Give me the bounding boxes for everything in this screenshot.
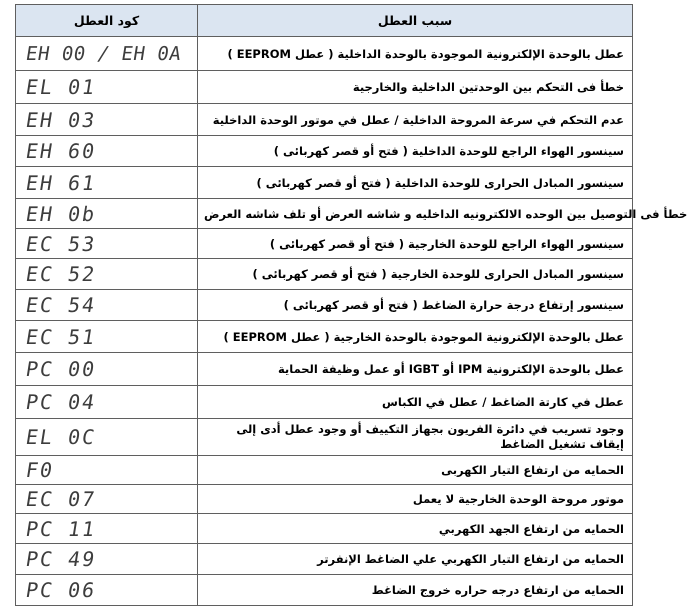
table-row	[16, 136, 632, 167]
table-row	[16, 456, 632, 485]
error-cause: خطأ فى التحكم بين الوحدتين الداخلية والخارجية	[352, 80, 624, 94]
error-code-cell	[16, 199, 198, 228]
table-row	[16, 199, 688, 229]
error-cause: الحمايه من ارتفاع درجه حراره خروج الضاغط	[371, 583, 624, 597]
error-cause: الحمايه من ارتفاع التيار الكهربي علي الضاغط الإنفرتر	[317, 552, 624, 566]
error-code: EH 0b	[24, 201, 99, 226]
error-code: PC 04	[24, 390, 99, 414]
table-row	[16, 71, 632, 104]
error-code-table	[15, 4, 688, 606]
error-code-cell	[16, 136, 198, 166]
error-code-cell	[16, 353, 198, 385]
table-row	[16, 575, 632, 606]
error-cause: خطأ فى التوصيل بين الوحده الالكترونيه الداخليه و شاشه العرض أو تلف شاشه العرض	[204, 206, 688, 221]
error-cause: موتور مروحة الوحدة الخارجية لا يعمل	[412, 492, 624, 506]
error-code-cell	[16, 37, 198, 70]
error-code-cell	[16, 259, 198, 289]
table-row	[16, 485, 632, 514]
header-cause: سبب العطل	[377, 13, 453, 28]
error-code: EH 61	[24, 170, 99, 195]
table-row	[16, 353, 632, 386]
error-code: PC 06	[24, 578, 99, 602]
error-cause: عدم التحكم في سرعة المروحة الداخلية / عطل في موتور الوحدة الداخلية	[212, 112, 624, 127]
error-code-cell	[16, 386, 198, 418]
error-code-cell	[16, 575, 198, 605]
error-cause: سينسور الهواء الراجع للوحدة الخارجية ( فتح أو قصر كهربائى )	[269, 236, 624, 251]
error-cause: عطل بالوحدة الإلكترونية IPM أو IGBT أو عمل وظيفة الحماية	[277, 362, 624, 376]
error-code: PC 00	[24, 357, 99, 381]
error-code: EC 07	[24, 487, 99, 511]
error-code: PC 49	[24, 547, 99, 571]
table-row	[16, 514, 632, 544]
error-cause: سينسور المبادل الحرارى للوحدة الخارجية ( فتح أو قصر كهربائى )	[252, 267, 624, 281]
error-code: EC 51	[24, 324, 99, 349]
error-code: EC 52	[24, 262, 99, 286]
error-cause: سينسور إرتفاع درجة حرارة الضاغط ( فتح أو قصر كهربائى )	[283, 298, 624, 312]
error-code-cell	[16, 167, 198, 198]
error-code-cell	[16, 290, 198, 320]
table-row	[16, 544, 632, 575]
table-row	[16, 259, 632, 290]
table-row	[16, 37, 632, 71]
table-row	[16, 229, 632, 259]
error-code-cell	[16, 544, 198, 574]
error-code-cell	[16, 485, 198, 513]
table-row	[16, 167, 632, 199]
error-code: PC 11	[24, 516, 99, 541]
table-row	[16, 386, 632, 419]
error-cause: الحمايه من ارتفاع الجهد الكهربي	[438, 521, 624, 536]
table-row	[16, 290, 632, 321]
error-code: F0	[24, 458, 56, 482]
error-code-cell	[16, 71, 198, 103]
error-code: EH 00 / EH 0A	[24, 42, 183, 65]
error-code: EH 60	[24, 139, 99, 163]
error-cause: الحمايه من ارتفاع التيار الكهربى	[441, 463, 624, 477]
error-code: EH 03	[24, 107, 99, 132]
error-cause: سينسور المبادل الحرارى للوحدة الداخلية ( فتح أو قصر كهربائى )	[256, 175, 624, 190]
table-header	[16, 5, 632, 37]
error-code-cell	[16, 321, 198, 352]
error-cause: عطل في كارتة الضاغط / عطل في الكباس	[381, 395, 624, 409]
table-row	[16, 104, 632, 136]
error-code-cell	[16, 456, 198, 484]
error-code-cell	[16, 229, 198, 258]
error-code: EC 53	[24, 231, 99, 256]
error-code-cell	[16, 104, 198, 135]
error-code: EL 0C	[24, 425, 99, 449]
error-cause: سينسور الهواء الراجع للوحدة الداخلية ( فتح أو قصر كهربائى )	[273, 144, 624, 158]
error-code-cell	[16, 419, 198, 455]
header-code: كود العطل	[16, 5, 198, 36]
table-row	[16, 321, 632, 353]
error-cause: وجود تسريب في دائرة الفريون بجهاز التكييف أو وجود عطل أدى إلى إيقاف تشغيل الضاغط	[236, 422, 624, 451]
error-code-cell	[16, 514, 198, 543]
error-code: EC 54	[24, 293, 99, 317]
table-row	[16, 419, 632, 456]
error-cause: عطل بالوحدة الإلكترونية الموجودة بالوحدة الداخلية ( عطل EEPROM )	[227, 46, 624, 61]
error-code: EL 01	[24, 75, 99, 99]
error-cause: عطل بالوحدة الإلكترونية الموجودة بالوحدة الخارجية ( عطل EEPROM )	[223, 329, 624, 344]
